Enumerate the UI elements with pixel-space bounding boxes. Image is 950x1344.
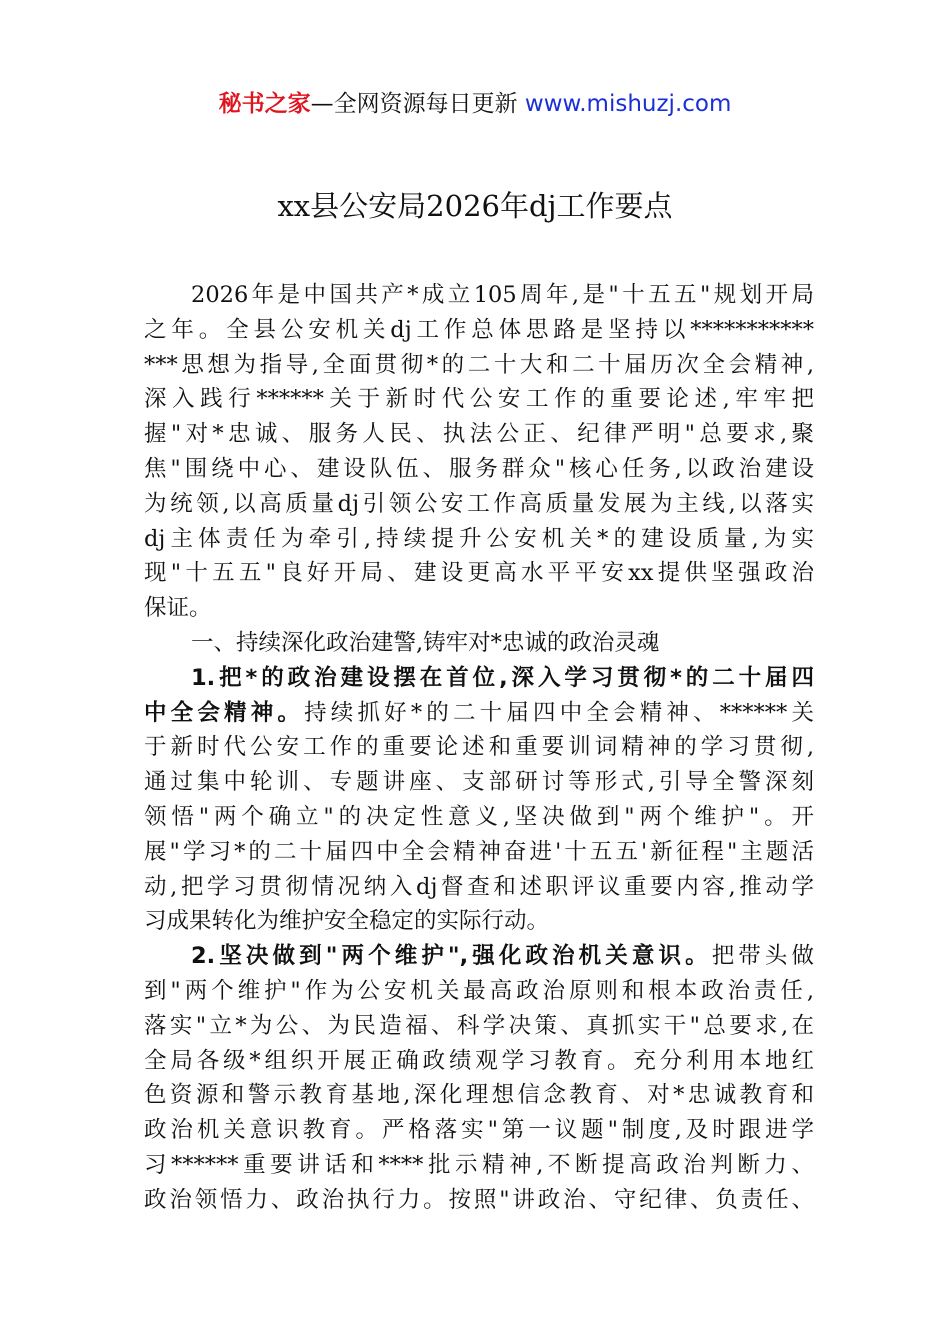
intro-line: 现"十五五"良好开局、建设更高水平平安xx提供坚强政治: [144, 560, 814, 587]
document-title: xx县公安局2026年dj工作要点: [277, 189, 673, 223]
item-1-line: 习成果转化为维护安全稳定的实际行动。: [144, 908, 550, 935]
intro-line: dj主体责任为牵引,持续提升公安机关*的建设质量,为实: [144, 525, 814, 552]
brand-name: 秘书之家: [218, 91, 311, 117]
intro-line: 2026年是中国共产*成立105周年,是"十五五"规划开局: [191, 282, 814, 308]
item-1-line: 通过集中轮训、专题讲座、支部研讨等形式,引导全警深刻: [144, 769, 814, 796]
site-header-banner: [0, 88, 950, 120]
item-1-line: [144, 696, 814, 731]
item-1-line: 领悟"两个确立"的决定性意义,坚决做到"两个维护"。开: [144, 803, 814, 830]
item-2-line: 色资源和警示教育基地,深化理想信念教育、对*忠诚教育和: [144, 1082, 814, 1109]
item-2-line: 政治领悟力、政治执行力。按照"讲政治、守纪律、负责任、: [144, 1186, 814, 1213]
item-2-line: [144, 939, 814, 974]
section-heading: 一、持续深化政治建警,铸牢对*忠诚的政治灵魂: [191, 629, 660, 656]
item-2-line: 习******重要讲话和****批示精神,不断提高政治判断力、: [144, 1151, 814, 1178]
item-1-line: 于新时代公安工作的重要论述和重要训词精神的学习贯彻,: [144, 734, 814, 761]
item-2-text: 把带头做: [711, 943, 814, 970]
item-2-heading: 2.坚决做到"两个维护",强化政治机关意识。: [191, 943, 712, 970]
item-1-heading: 1.把*的政治建设摆在首位,深入学习贯彻*的二十届四: [191, 664, 814, 691]
intro-line: ***思想为指导,全面贯彻*的二十大和二十届历次全会精神,: [144, 351, 814, 378]
intro-line: 之年。全县公安机关dj工作总体思路是坚持以***********: [144, 316, 814, 343]
item-2-line: 到"两个维护"作为公安机关最高政治原则和根本政治责任,: [144, 977, 814, 1004]
site-url-link[interactable]: www.mishuzj.com: [524, 91, 732, 117]
intro-line: 深入践行******关于新时代公安工作的重要论述,牢牢把: [144, 386, 814, 413]
item-1-text: 持续抓好*的二十届四中全会精神、******关: [304, 699, 814, 726]
document-body: [144, 278, 814, 1218]
header-tagline: —全网资源每日更新: [310, 91, 518, 117]
item-1-heading-cont: 中全会精神。: [144, 699, 305, 726]
item-1-line: 动,把学习贯彻情况纳入dj督查和述职评议重要内容,推动学: [144, 873, 814, 900]
item-2-line: 政治机关意识教育。严格落实"第一议题"制度,及时跟进学: [144, 1117, 814, 1144]
intro-line: 焦"围绕中心、建设队伍、服务群众"核心任务,以政治建设: [144, 455, 814, 482]
item-2-line: 落实"立*为公、为民造福、科学决策、真抓实干"总要求,在: [144, 1012, 814, 1039]
item-2-line: 全局各级*组织开展正确政绩观学习教育。充分利用本地红: [144, 1047, 814, 1074]
intro-line: 为统领,以高质量dj引领公安工作高质量发展为主线,以落实: [144, 490, 814, 517]
intro-line: 保证。: [144, 595, 212, 622]
item-1-line: 展"学习*的二十届四中全会精神奋进'十五五'新征程"主题活: [144, 838, 814, 865]
intro-line: 握"对*忠诚、服务人民、执法公正、纪律严明"总要求,聚: [144, 421, 814, 448]
